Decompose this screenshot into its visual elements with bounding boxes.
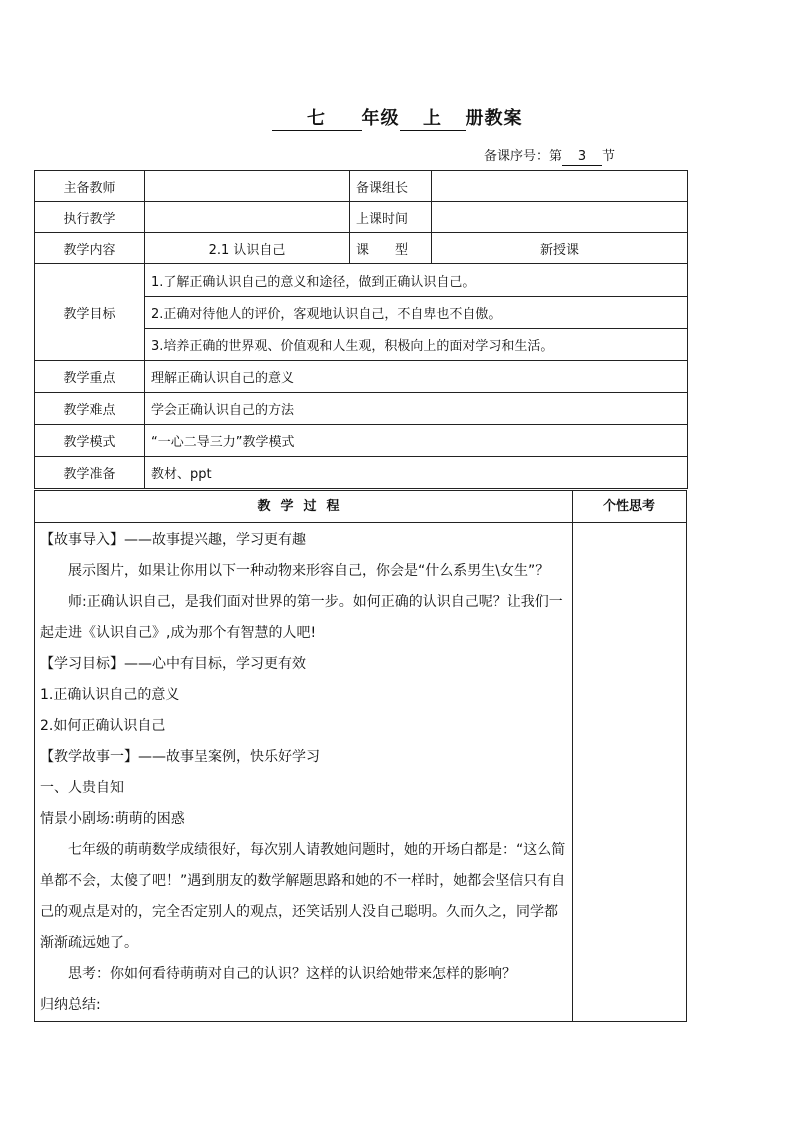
type-label: 课 型 [350,233,432,264]
process-line: 师:正确认识自己，是我们面对世界的第一步。如何正确的认识自己呢？让我们一起走进《认识自己》,成为那个有智慧的人吧! [40,594,563,641]
time-value [432,202,688,233]
grade-value: 七 [307,108,326,129]
table-row [35,425,688,457]
process-line: 思考：你如何看待萌萌对自己的认识？这样的认识给她带来怎样的影响？ [68,966,516,982]
teaching-process [34,490,687,1022]
exec-value [145,202,350,233]
lesson-info-table [34,170,688,489]
key-label: 教学重点 [35,361,145,393]
table-row [35,457,688,489]
difficulty-label: 教学难点 [35,393,145,425]
time-label: 上课时间 [350,202,432,233]
leader-value [432,171,688,202]
serial-num: 3 [577,149,587,164]
process-body [40,525,568,1021]
process-line: 展示图片，如果让你用以下一种动物来形容自己，你会是“什么系男生\女生”？ [68,563,550,579]
term-suffix: 册教案 [465,108,523,129]
personal-thought-heading: 个性思考 [572,491,686,523]
prep-label: 教学准备 [35,457,145,489]
process-line: 2.如何正确认识自己 [40,718,166,734]
process-line: 【教学故事一】——故事呈案例，快乐好学习 [40,749,320,765]
serial-label: 备课序号：第 [484,149,563,164]
process-line: 1.正确认识自己的意义 [40,687,180,703]
page-title [0,104,794,131]
serial-unit: 节 [602,149,616,164]
column-divider [572,491,573,1021]
goal-item: 2.正确对待他人的评价，客观地认识自己，不自卑也不自傲。 [145,297,688,329]
prep-value: 教材、ppt [145,457,688,489]
process-line: 【学习目标】——心中有目标，学习更有效 [40,656,306,672]
serial-number [484,145,615,166]
exec-label: 执行教学 [35,202,145,233]
term-value: 上 [423,108,442,129]
content-label: 教学内容 [35,233,145,264]
goal-item: 3.培养正确的世界观、价值观和人生观，积极向上的面对学习和生活。 [145,329,688,361]
mode-value: “一心二导三力”教学模式 [145,425,688,457]
table-row [35,361,688,393]
process-line: 七年级的萌萌数学成绩很好，每次别人请教她问题时，她的开场白都是：“这么简单都不会，太傻了吧！”遇到朋友的数学解题思路和她的不一样时，她都会坚信只有自己的观点是对的，完全否定别人的观点，还笑话别人没自己聪明。久而久之，同学都渐渐疏远她了。 [40,842,566,951]
difficulty-value: 学会正确认识自己的方法 [145,393,688,425]
process-heading: 教学过程 [35,491,572,523]
table-row [35,233,688,264]
content-value: 2.1 认识自己 [145,233,350,264]
type-value: 新授课 [432,233,688,264]
process-line: 一、人贵自知 [40,780,124,796]
table-row [35,264,688,297]
process-line: 【故事导入】——故事提兴趣，学习更有趣 [40,532,306,548]
mode-label: 教学模式 [35,425,145,457]
teacher-label: 主备教师 [35,171,145,202]
process-line: 情景小剧场:萌萌的困惑 [40,811,185,827]
teacher-value [145,171,350,202]
table-row [35,202,688,233]
table-row [35,171,688,202]
goal-item: 1.了解正确认识自己的意义和途径，做到正确认识自己。 [145,264,688,297]
process-line: 归纳总结: [40,997,101,1013]
goal-label: 教学目标 [35,264,145,361]
leader-label: 备课组长 [350,171,432,202]
key-value: 理解正确认识自己的意义 [145,361,688,393]
grade-suffix: 年级 [361,108,400,129]
table-row [35,393,688,425]
